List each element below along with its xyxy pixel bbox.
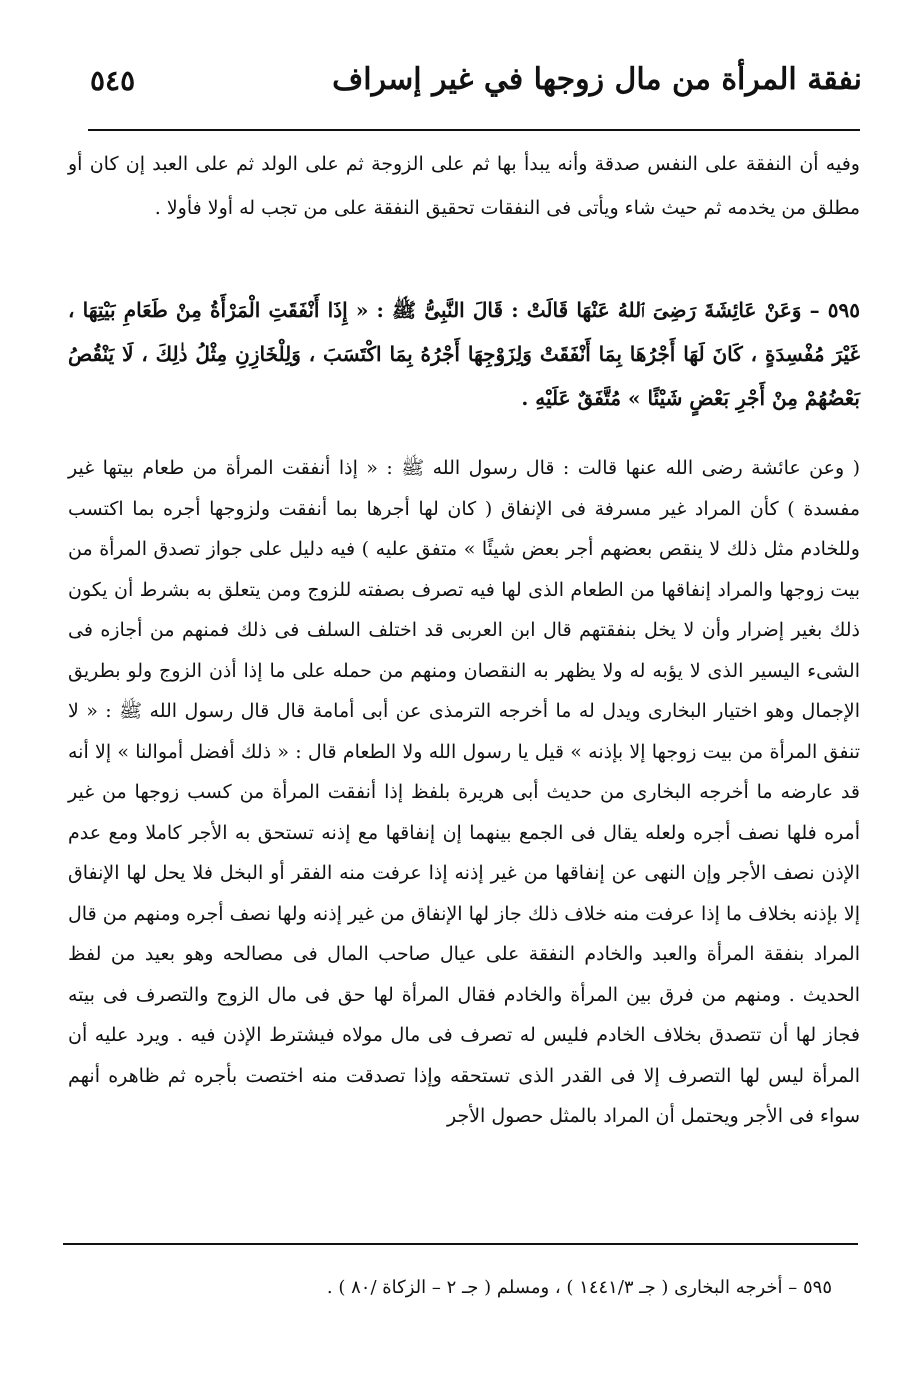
hadith-block bbox=[68, 288, 860, 420]
intro-paragraph bbox=[68, 142, 860, 230]
intro-text: وفيه أن النفقة على النفس صدقة وأنه يبدأ بها ثم على الزوجة ثم على الولد ثم على العبد إن كان أو مطلق من يخدمه ثم حيث شاء ويأتى فى النفقات تحقيق النفقة على من تجب له أولا فأولا . bbox=[68, 153, 860, 219]
header-divider bbox=[88, 129, 860, 131]
running-title: نفقة المرأة من مال زوجها في غير إسراف bbox=[332, 62, 862, 97]
hadith-text: ٥٩٥ – وَعَنْ عَائِشَةَ رَضِىَ ٱللهُ عَنْهَا قَالَتْ : قَالَ النَّبِىُّ ﷺ : « إِذَا أَنْفَقَتِ الْمَرْأَةُ مِنْ طَعَامِ بَيْتِهَا ، غَيْرَ مُفْسِدَةٍ ، كَانَ لَهَا أَجْرُهَا بِمَا أَنْفَقَتْ وَلِزَوْجِهَا أَجْرُهُ بِمَا اكْتَسَبَ ، وَلِلْخَازِنِ مِثْلُ ذٰلِكَ ، لَا يَنْقُصُ بَعْضُهُمْ مِنْ أَجْرِ بَعْضٍ شَيْئًا » مُتَّفَقٌ عَلَيْهِ . bbox=[68, 298, 860, 410]
footnote-divider bbox=[63, 1243, 858, 1245]
commentary-text: ( وعن عائشة رضى الله عنها قالت : قال رسول الله ﷺ : « إذا أنفقت المرأة من طعام بيتها غير مفسدة ) كأن المراد غير مسرفة فى الإنفاق ( كان لها أجرها بما أنفقت ولزوجها أجره بما اكتسب وللخادم مثل ذلك لا ينقص بعضهم أجر بعض شيئًا » متفق عليه ) فيه دليل على جواز تصدق المرأة من بيت زوجها والمراد إنفاقها من الطعام الذى لها فيه تصرف بصفته للزوج ومن يتعلق به بشرط أن يكون ذلك بغير إضرار وأن لا يخل بنفقتهم قال ابن العربى قد اختلف السلف فى ذلك فمنهم من أجازه فى الشىء اليسير الذى لا يؤبه له ولا يظهر به النقصان ومنهم من حمله على ما إذا أذن الزوج ولو بطريق الإجمال وهو اختيار البخارى ويدل له ما أخرجه الترمذى عن أبى أمامة قال قال رسول الله ﷺ : « لا تنفق المرأة من بيت زوجها إلا بإذنه » قيل يا رسول الله ولا الطعام قال : « ذلك أفضل أموالنا » إلا أنه قد عارضه ما أخرجه البخارى من حديث أبى هريرة بلفظ إذا أنفقت المرأة من كسب زوجها من غير أمره فلها نصف أجره ولعله يقال فى الجمع بينهما إن إنفاقها مع إذنه تستحق به الأجر كاملا ومع عدم الإذن نصف الأجر وإن النهى عن إنفاقها من غير إذنه إذا عرفت منه الفقر أو البخل فلا يحل لها الإنفاق إلا بإذنه بخلاف ما إذا عرفت منه خلاف ذلك جاز لها الإنفاق من غير إذنه ولها نصف أجره ومنهم من قال المراد بنفقة المرأة والعبد والخادم النفقة على عيال صاحب المال فى مصالحه وهو بعيد من لفظ الحديث . ومنهم من فرق بين المرأة والخادم فقال المرأة لها حق فى مال الزوج والتصرف فى بيته فجاز لها أن تتصدق بخلاف الخادم فليس له تصرف فى مال مولاه فيشترط الإذن فيه . ويرد عليه أن المرأة ليس لها التصرف إلا فى القدر الذى تستحقه وإذا تصدقت منه اختصت بأجره ثم ظاهره أنهم سواء فى الأجر ويحتمل أن المراد بالمثل حصول الأجر bbox=[68, 457, 860, 1127]
page-number: ٥٤٥ bbox=[90, 64, 136, 97]
footnote: ٥٩٥ – أخرجه البخارى ( جـ ١٤٤١/٣ ) ، ومسلم ( جـ ٢ – الزكاة /٨٠ ) . bbox=[326, 1277, 832, 1298]
commentary-paragraph bbox=[68, 448, 860, 1137]
page-header bbox=[90, 62, 862, 112]
